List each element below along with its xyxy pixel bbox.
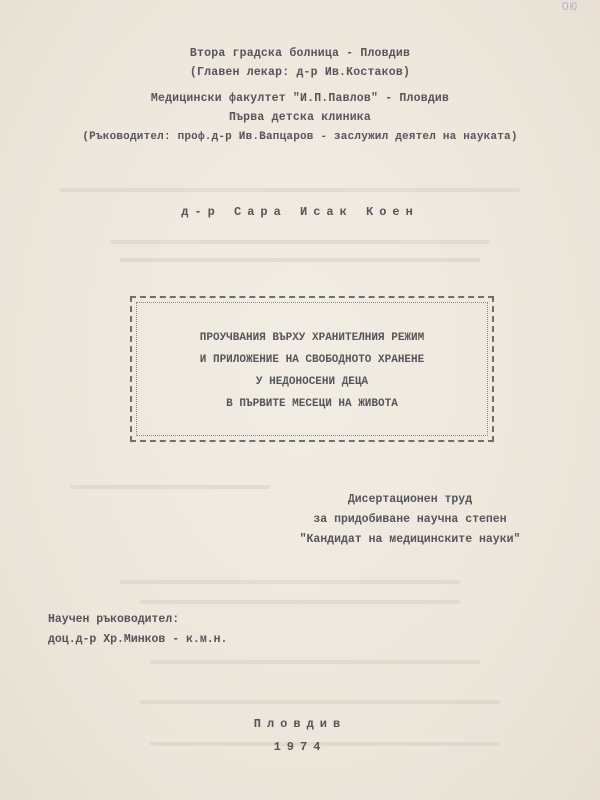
hospital-name: Втора градска болница - Пловдив [189,47,411,60]
bleed-through-mark [120,580,460,584]
clinic-name: Първа детска клиника [228,111,372,124]
bleed-through-mark [110,240,490,244]
bleed-through-mark [120,258,480,262]
year: 1974 [273,740,327,754]
city: Пловдив [253,717,347,731]
author-name: д-р Сара Исак Коен [181,205,419,219]
supervisor-name: доц.д-р Хр.Минков - к.м.н. [48,633,228,646]
title-line-1: ПРОУЧВАНИЯ ВЪРХУ ХРАНИТЕЛНИЯ РЕЖИМ [199,332,425,344]
title-line-2: И ПРИЛОЖЕНИЕ НА СВОБОДНОТО ХРАНЕНЕ [199,354,425,366]
title-frame [130,296,494,442]
supervisor-label: Научен ръководител: [48,613,180,626]
dissertation-degree: "Кандидат на медицинските науки" [299,533,521,546]
bleed-through-mark [70,485,270,489]
title-line-4: В ПЪРВИТЕ МЕСЕЦИ НА ЖИВОТА [226,398,398,410]
bleed-through-mark [140,600,460,604]
chief-physician: (Главен лекар: д-р Ив.Костаков) [189,66,411,79]
faculty-name: Медицински факултет "И.П.Павлов" - Пловдив [150,92,450,105]
title-line-3: У НЕДОНОСЕНИ ДЕЦА [255,376,369,388]
bleed-through-mark [140,700,500,704]
dissertation-purpose: за придобиване научна степен [313,513,507,526]
dissertation-type: Дисертационен труд [347,493,473,506]
bleed-through-mark [60,188,520,192]
corner-handwritten-mark: ОЮ [561,0,578,14]
bleed-through-mark [150,660,480,664]
clinic-head: (Ръководител: проф.д-р Ив.Вапцаров - заслужил деятел на науката) [82,131,518,143]
